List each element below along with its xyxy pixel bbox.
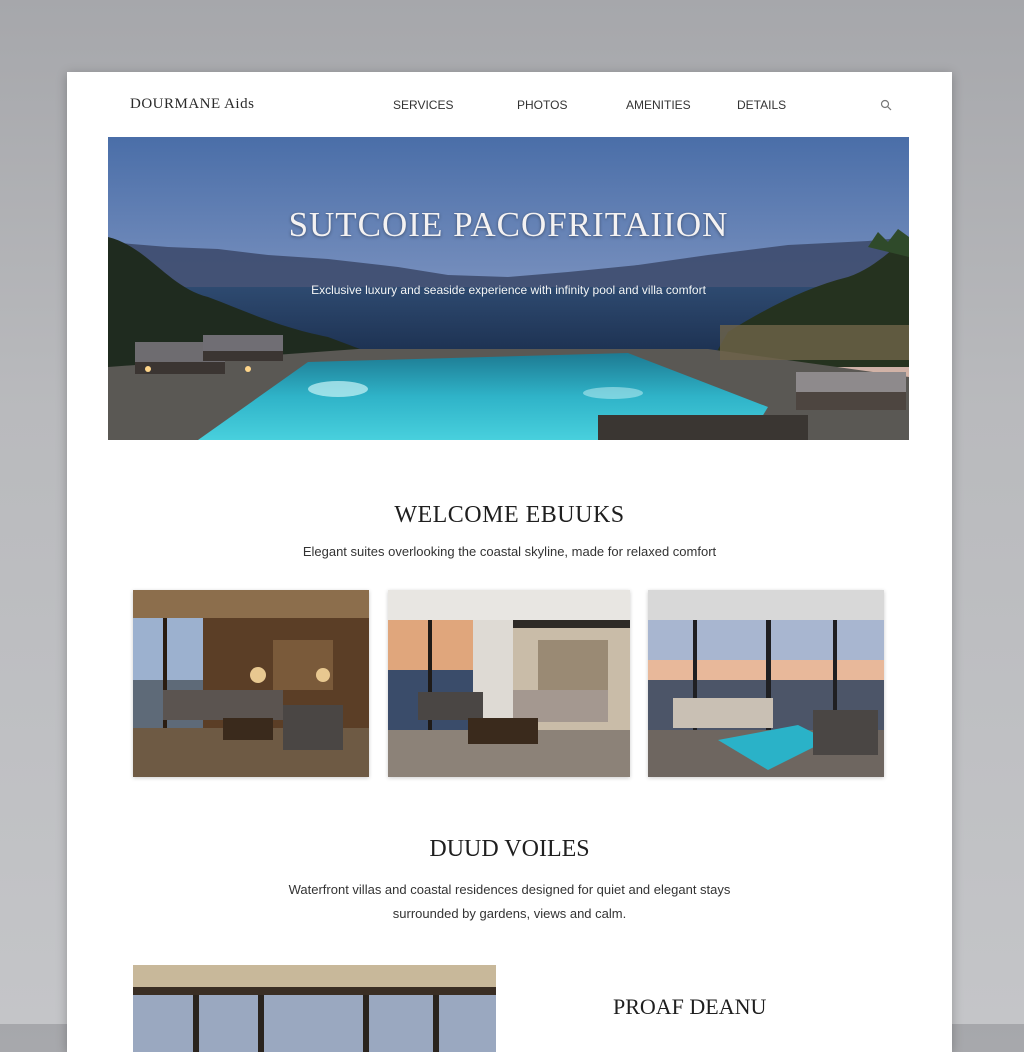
- feature-photo[interactable]: [133, 965, 496, 1052]
- hero-title: SUTCOIE PACOFRITAIION: [288, 205, 729, 244]
- search-button[interactable]: [880, 98, 896, 114]
- villas-description-line-1: Waterfront villas and coastal residences designed for quiet and elegant stays: [288, 882, 731, 897]
- main-nav: [67, 98, 952, 118]
- nav-item-services[interactable]: SERVICES: [393, 98, 454, 112]
- villas-heading: DUUD VOILES: [429, 836, 590, 862]
- hero-banner: [108, 137, 909, 440]
- welcome-heading: WELCOME EBUUKS: [394, 502, 625, 528]
- room-photo-1[interactable]: [133, 590, 369, 777]
- nav-item-details[interactable]: DETAILS: [737, 98, 787, 112]
- villas-description: [267, 878, 752, 926]
- brand-logo[interactable]: DOURMANE Aids: [130, 96, 255, 112]
- skyline-suite-image: [648, 590, 884, 777]
- nav-item-amenities[interactable]: AMENITIES: [626, 98, 691, 112]
- nav-item-photos[interactable]: PHOTOS: [517, 98, 568, 112]
- hero-subtitle: Exclusive luxury and seaside experience with infinity pool and villa comfort: [311, 283, 706, 297]
- feature-heading: PROAF DEANU: [613, 994, 767, 1019]
- feature-room-image: [133, 965, 496, 1052]
- page-container: [67, 72, 952, 1052]
- living-room-image: [133, 590, 369, 777]
- room-photo-2[interactable]: [388, 590, 630, 777]
- room-photo-3[interactable]: [648, 590, 884, 777]
- lounge-image: [388, 590, 630, 777]
- welcome-subtitle: Elegant suites overlooking the coastal skyline, made for relaxed comfort: [302, 544, 717, 559]
- search-icon: [880, 99, 892, 111]
- villas-description-line-2: surrounded by gardens, views and calm.: [392, 906, 627, 921]
